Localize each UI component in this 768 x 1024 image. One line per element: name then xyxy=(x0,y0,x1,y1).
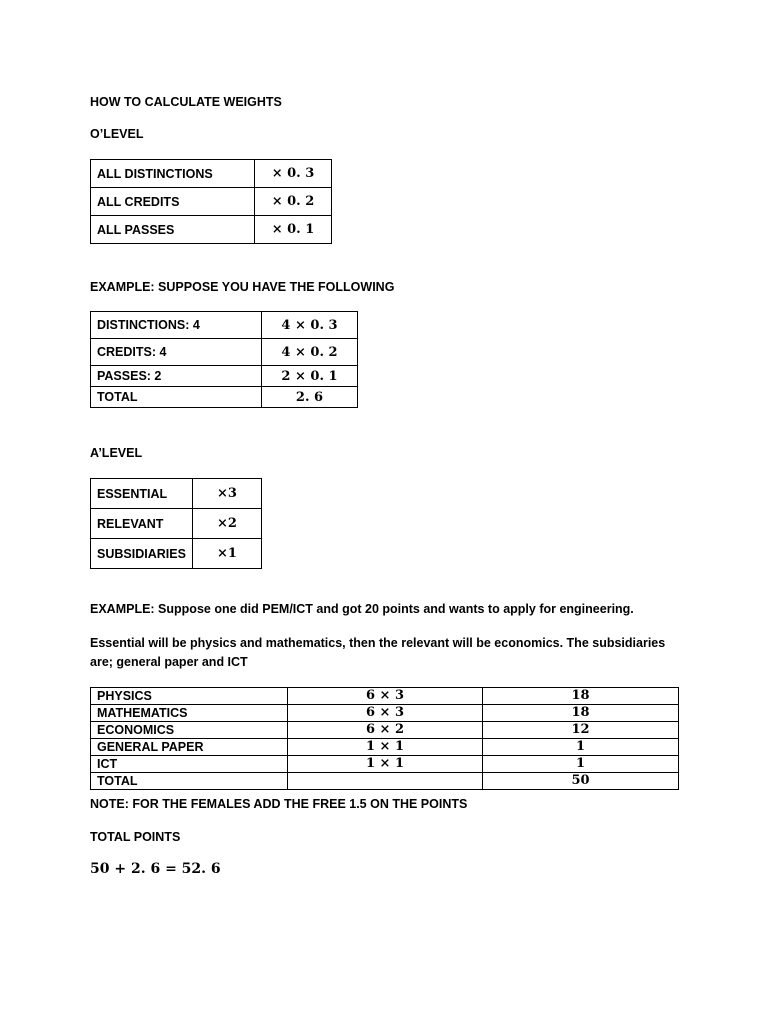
row-label: DISTINCTIONS: 4 xyxy=(91,312,262,339)
row-weight: × 0. 3 xyxy=(255,160,332,188)
row-calc: 4 × 0. 2 xyxy=(262,339,358,366)
table-row xyxy=(91,539,262,569)
row-label: ALL CREDITS xyxy=(91,188,255,216)
olevel-heading: O’LEVEL xyxy=(90,127,144,141)
subject-cell: ICT xyxy=(91,756,288,773)
females-note: NOTE: FOR THE FEMALES ADD THE FREE 1.5 ON THE POINTS xyxy=(90,797,468,811)
row-label: ESSENTIAL xyxy=(91,479,193,509)
table-row xyxy=(91,756,679,773)
subject-cell: MATHEMATICS xyxy=(91,705,288,722)
total-points-heading: TOTAL POINTS xyxy=(90,830,181,844)
row-calc: 2 × 0. 1 xyxy=(262,366,358,387)
row-label: ALL DISTINCTIONS xyxy=(91,160,255,188)
calc-cell: 6 × 3 xyxy=(288,688,483,705)
row-label: CREDITS: 4 xyxy=(91,339,262,366)
table-row xyxy=(91,160,332,188)
calc-cell: 1 × 1 xyxy=(288,756,483,773)
subject-cell: PHYSICS xyxy=(91,688,288,705)
alevel-heading: A’LEVEL xyxy=(90,446,143,460)
page-title: HOW TO CALCULATE WEIGHTS xyxy=(90,95,282,109)
table-row xyxy=(91,688,679,705)
subject-cell: GENERAL PAPER xyxy=(91,739,288,756)
row-weight: × 0. 1 xyxy=(255,216,332,244)
table-row xyxy=(91,705,679,722)
row-weight: ×1 xyxy=(192,539,261,569)
row-label: RELEVANT xyxy=(91,509,193,539)
row-calc: 4 × 0. 3 xyxy=(262,312,358,339)
table-row xyxy=(91,773,679,790)
calc-cell xyxy=(288,773,483,790)
row-label: TOTAL xyxy=(91,387,262,408)
points-cell: 18 xyxy=(483,688,679,705)
row-label: PASSES: 2 xyxy=(91,366,262,387)
calc-cell: 1 × 1 xyxy=(288,739,483,756)
olevel-weights-table xyxy=(90,159,332,244)
points-cell: 1 xyxy=(483,756,679,773)
alevel-example-table xyxy=(90,687,679,790)
table-row xyxy=(91,312,358,339)
points-cell: 1 xyxy=(483,739,679,756)
row-weight: × 0. 2 xyxy=(255,188,332,216)
points-cell: 18 xyxy=(483,705,679,722)
alevel-weights-table xyxy=(90,478,262,569)
row-calc: 2. 6 xyxy=(262,387,358,408)
calc-cell: 6 × 3 xyxy=(288,705,483,722)
row-weight: ×2 xyxy=(192,509,261,539)
olevel-example-table xyxy=(90,311,358,408)
row-label: SUBSIDIARIES xyxy=(91,539,193,569)
table-row xyxy=(91,722,679,739)
points-cell: 50 xyxy=(483,773,679,790)
alevel-example-paragraph: Essential will be physics and mathematics, then the relevant will be economics. The subsidiaries are; general paper and ICT xyxy=(90,636,666,669)
table-row xyxy=(91,216,332,244)
table-row xyxy=(91,387,358,408)
subject-cell: TOTAL xyxy=(91,773,288,790)
points-cell: 12 xyxy=(483,722,679,739)
alevel-example-heading: EXAMPLE: Suppose one did PEM/ICT and got 20 points and wants to apply for engineering. xyxy=(90,602,634,616)
total-points-equation: 50 + 2. 6 = 52. 6 xyxy=(90,861,221,877)
calc-cell: 6 × 2 xyxy=(288,722,483,739)
row-weight: ×3 xyxy=(192,479,261,509)
table-row xyxy=(91,479,262,509)
table-row xyxy=(91,366,358,387)
table-row xyxy=(91,739,679,756)
table-row xyxy=(91,188,332,216)
table-row xyxy=(91,339,358,366)
row-label: ALL PASSES xyxy=(91,216,255,244)
olevel-example-heading: EXAMPLE: SUPPOSE YOU HAVE THE FOLLOWING xyxy=(90,280,395,294)
subject-cell: ECONOMICS xyxy=(91,722,288,739)
table-row xyxy=(91,509,262,539)
